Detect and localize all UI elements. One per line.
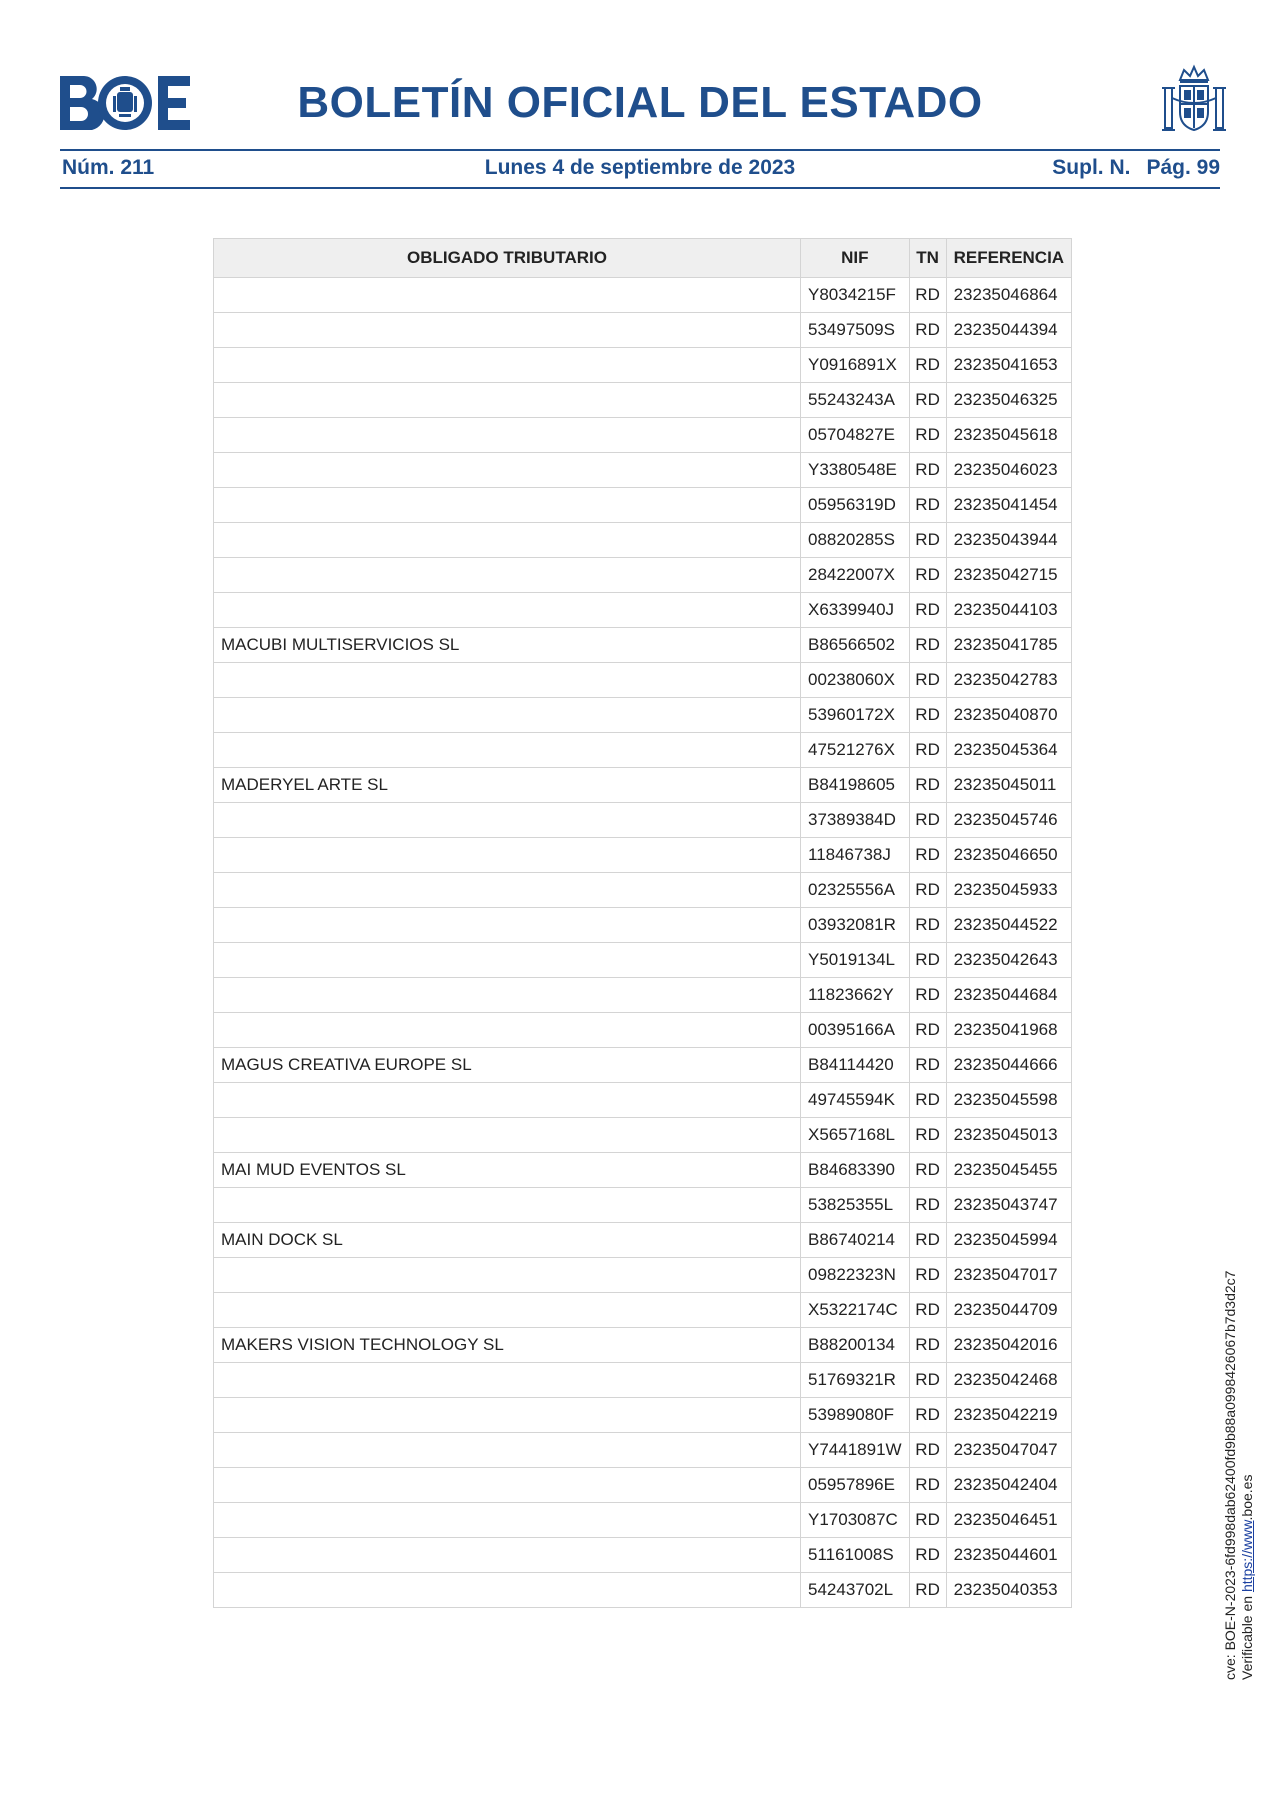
tn-cell: RD: [909, 1223, 946, 1258]
page-reference: [1052, 156, 1220, 180]
table-row: [214, 453, 1072, 488]
table-body: [214, 278, 1072, 1608]
tn-cell: RD: [909, 523, 946, 558]
nif-cell: B88200134: [801, 1328, 910, 1363]
table-row: [214, 418, 1072, 453]
table-row: [214, 1433, 1072, 1468]
taxpayer-cell: [214, 1398, 801, 1433]
reference-cell: 23235043747: [946, 1188, 1072, 1223]
reference-cell: 23235045011: [946, 768, 1072, 803]
reference-cell: 23235045455: [946, 1153, 1072, 1188]
table-header-row: [214, 239, 1072, 278]
table-row: [214, 383, 1072, 418]
table-row: [214, 1503, 1072, 1538]
reference-cell: 23235047017: [946, 1258, 1072, 1293]
tn-cell: RD: [909, 1328, 946, 1363]
taxpayer-cell: MAKERS VISION TECHNOLOGY SL: [214, 1328, 801, 1363]
taxpayer-cell: MAGUS CREATIVA EUROPE SL: [214, 1048, 801, 1083]
taxpayer-cell: [214, 663, 801, 698]
tn-cell: RD: [909, 1083, 946, 1118]
cve-code: cve: BOE-N-2023-6fd998dab62400fd9b88a0998426067b7d3d2c7: [1222, 1270, 1238, 1680]
reference-cell: 23235041968: [946, 1013, 1072, 1048]
table-row: [214, 1293, 1072, 1328]
verification-line: [1239, 1200, 1256, 1680]
taxpayer-cell: [214, 348, 801, 383]
taxpayer-cell: [214, 593, 801, 628]
verification-suffix: .boe.es: [1239, 1474, 1255, 1521]
taxpayer-cell: MACUBI MULTISERVICIOS SL: [214, 628, 801, 663]
table-row: [214, 1573, 1072, 1608]
nif-cell: 09822323N: [801, 1258, 910, 1293]
tn-cell: RD: [909, 908, 946, 943]
taxpayer-cell: [214, 698, 801, 733]
table-row: [214, 1468, 1072, 1503]
taxpayer-cell: [214, 558, 801, 593]
tn-cell: RD: [909, 663, 946, 698]
taxpayer-cell: [214, 278, 801, 313]
tn-cell: RD: [909, 768, 946, 803]
reference-cell: 23235042643: [946, 943, 1072, 978]
tn-cell: RD: [909, 1118, 946, 1153]
nif-cell: 05956319D: [801, 488, 910, 523]
taxpayer-cell: [214, 1573, 801, 1608]
taxpayer-cell: [214, 453, 801, 488]
table-row: [214, 593, 1072, 628]
reference-cell: 23235045013: [946, 1118, 1072, 1153]
table-row: [214, 1083, 1072, 1118]
issue-date: Lunes 4 de septiembre de 2023: [484, 156, 796, 179]
taxpayer-cell: [214, 1363, 801, 1398]
reference-cell: 23235044522: [946, 908, 1072, 943]
tn-cell: RD: [909, 698, 946, 733]
nif-cell: 11823662Y: [801, 978, 910, 1013]
nif-cell: 28422007X: [801, 558, 910, 593]
page-title: BOLETÍN OFICIAL DEL ESTADO: [297, 78, 983, 127]
reference-cell: 23235042404: [946, 1468, 1072, 1503]
taxpayer-cell: [214, 943, 801, 978]
table-row: [214, 908, 1072, 943]
nif-cell: 37389384D: [801, 803, 910, 838]
table-row: [214, 1223, 1072, 1258]
column-header-taxpayer: OBLIGADO TRIBUTARIO: [214, 239, 801, 278]
tn-cell: RD: [909, 1468, 946, 1503]
nif-cell: 53960172X: [801, 698, 910, 733]
reference-cell: 23235044666: [946, 1048, 1072, 1083]
column-header-reference: REFERENCIA: [946, 239, 1072, 278]
table-row: [214, 313, 1072, 348]
table-row: [214, 1188, 1072, 1223]
tn-cell: RD: [909, 488, 946, 523]
reference-cell: 23235042219: [946, 1398, 1072, 1433]
page-number: Pág. 99: [1146, 156, 1220, 179]
table-row: [214, 558, 1072, 593]
tn-cell: RD: [909, 873, 946, 908]
taxpayer-cell: [214, 1433, 801, 1468]
tn-cell: RD: [909, 978, 946, 1013]
nif-cell: 02325556A: [801, 873, 910, 908]
tn-cell: RD: [909, 313, 946, 348]
nif-cell: Y5019134L: [801, 943, 910, 978]
tn-cell: RD: [909, 1573, 946, 1608]
reference-cell: 23235045598: [946, 1083, 1072, 1118]
taxpayer-cell: [214, 838, 801, 873]
nif-cell: Y7441891W: [801, 1433, 910, 1468]
reference-cell: 23235042016: [946, 1328, 1072, 1363]
supplement-label: Supl. N.: [1052, 156, 1131, 179]
nif-cell: 00395166A: [801, 1013, 910, 1048]
taxpayer-cell: [214, 908, 801, 943]
tn-cell: RD: [909, 383, 946, 418]
reference-cell: 23235044684: [946, 978, 1072, 1013]
taxpayer-cell: [214, 523, 801, 558]
table-row: [214, 1363, 1072, 1398]
column-header-tn: TN: [909, 239, 946, 278]
taxpayer-cell: [214, 1293, 801, 1328]
taxpayer-cell: [214, 418, 801, 453]
table-row: [214, 733, 1072, 768]
tn-cell: RD: [909, 1153, 946, 1188]
reference-cell: 23235045933: [946, 873, 1072, 908]
taxpayer-cell: [214, 978, 801, 1013]
nif-cell: 00238060X: [801, 663, 910, 698]
tn-cell: RD: [909, 558, 946, 593]
table-row: [214, 873, 1072, 908]
tn-cell: RD: [909, 628, 946, 663]
reference-cell: 23235043944: [946, 523, 1072, 558]
tn-cell: RD: [909, 1503, 946, 1538]
taxpayer-cell: MAIN DOCK SL: [214, 1223, 801, 1258]
taxpayer-cell: [214, 803, 801, 838]
coat-of-arms-icon: [1160, 64, 1228, 138]
tn-cell: RD: [909, 453, 946, 488]
nif-cell: B86740214: [801, 1223, 910, 1258]
tn-cell: RD: [909, 348, 946, 383]
nif-cell: Y8034215F: [801, 278, 910, 313]
reference-cell: 23235041653: [946, 348, 1072, 383]
taxpayer-cell: [214, 1468, 801, 1503]
tn-cell: RD: [909, 1363, 946, 1398]
nif-cell: Y1703087C: [801, 1503, 910, 1538]
tn-cell: RD: [909, 1013, 946, 1048]
table-row: [214, 1013, 1072, 1048]
taxpayer-cell: [214, 1083, 801, 1118]
table-row: [214, 1398, 1072, 1433]
nif-cell: 03932081R: [801, 908, 910, 943]
table-row: [214, 1048, 1072, 1083]
reference-cell: 23235042715: [946, 558, 1072, 593]
nif-cell: Y0916891X: [801, 348, 910, 383]
tn-cell: RD: [909, 1538, 946, 1573]
taxpayer-cell: [214, 1013, 801, 1048]
nif-cell: 11846738J: [801, 838, 910, 873]
reference-cell: 23235044601: [946, 1538, 1072, 1573]
taxpayer-cell: [214, 313, 801, 348]
reference-cell: 23235041454: [946, 488, 1072, 523]
tn-cell: RD: [909, 943, 946, 978]
nif-cell: X5322174C: [801, 1293, 910, 1328]
taxpayer-cell: MAI MUD EVENTOS SL: [214, 1153, 801, 1188]
nif-cell: B84114420: [801, 1048, 910, 1083]
table-row: [214, 1118, 1072, 1153]
reference-cell: 23235046325: [946, 383, 1072, 418]
verification-sidebar: [1222, 1200, 1256, 1680]
table-row: [214, 523, 1072, 558]
table-row: [214, 698, 1072, 733]
nif-cell: 53825355L: [801, 1188, 910, 1223]
table-row: [214, 628, 1072, 663]
tn-cell: RD: [909, 733, 946, 768]
nif-cell: 55243243A: [801, 383, 910, 418]
tn-cell: RD: [909, 1258, 946, 1293]
nif-cell: 05704827E: [801, 418, 910, 453]
tn-cell: RD: [909, 418, 946, 453]
taxpayer-cell: [214, 1188, 801, 1223]
nif-cell: 51161008S: [801, 1538, 910, 1573]
taxpayer-cell: MADERYEL ARTE SL: [214, 768, 801, 803]
table-row: [214, 278, 1072, 313]
reference-cell: 23235047047: [946, 1433, 1072, 1468]
nif-cell: B84683390: [801, 1153, 910, 1188]
table-row: [214, 1153, 1072, 1188]
reference-cell: 23235041785: [946, 628, 1072, 663]
reference-cell: 23235042783: [946, 663, 1072, 698]
table-row: [214, 803, 1072, 838]
reference-cell: 23235044709: [946, 1293, 1072, 1328]
reference-cell: 23235045364: [946, 733, 1072, 768]
table-row: [214, 488, 1072, 523]
reference-cell: 23235045618: [946, 418, 1072, 453]
reference-cell: 23235040353: [946, 1573, 1072, 1608]
nif-cell: B84198605: [801, 768, 910, 803]
issue-number: Núm. 211: [62, 156, 155, 179]
nif-cell: 53497509S: [801, 313, 910, 348]
reference-cell: 23235046451: [946, 1503, 1072, 1538]
header-rule-bottom: [60, 187, 1220, 189]
table-row: [214, 348, 1072, 383]
table-row: [214, 1328, 1072, 1363]
taxpayer-cell: [214, 383, 801, 418]
nif-cell: X6339940J: [801, 593, 910, 628]
table-row: [214, 978, 1072, 1013]
reference-cell: 23235045746: [946, 803, 1072, 838]
nif-cell: 05957896E: [801, 1468, 910, 1503]
nif-cell: 53989080F: [801, 1398, 910, 1433]
tn-cell: RD: [909, 1048, 946, 1083]
table-row: [214, 838, 1072, 873]
header-rule-top: [60, 149, 1220, 151]
table-row: [214, 663, 1072, 698]
table-row: [214, 1538, 1072, 1573]
nif-cell: 51769321R: [801, 1363, 910, 1398]
taxpayer-cell: [214, 733, 801, 768]
taxpayer-table: [213, 238, 1072, 1608]
table-row: [214, 768, 1072, 803]
nif-cell: 49745594K: [801, 1083, 910, 1118]
nif-cell: X5657168L: [801, 1118, 910, 1153]
nif-cell: 54243702L: [801, 1573, 910, 1608]
taxpayer-cell: [214, 1538, 801, 1573]
nif-cell: 08820285S: [801, 523, 910, 558]
taxpayer-cell: [214, 488, 801, 523]
taxpayer-cell: [214, 1258, 801, 1293]
tn-cell: RD: [909, 803, 946, 838]
tn-cell: RD: [909, 278, 946, 313]
reference-cell: 23235044394: [946, 313, 1072, 348]
taxpayer-cell: [214, 1503, 801, 1538]
tn-cell: RD: [909, 1398, 946, 1433]
tn-cell: RD: [909, 593, 946, 628]
tn-cell: RD: [909, 1188, 946, 1223]
tn-cell: RD: [909, 1293, 946, 1328]
reference-cell: 23235046864: [946, 278, 1072, 313]
reference-cell: 23235046650: [946, 838, 1072, 873]
verification-prefix: Verificable en: [1239, 1592, 1255, 1680]
nif-cell: Y3380548E: [801, 453, 910, 488]
tn-cell: RD: [909, 1433, 946, 1468]
table-row: [214, 943, 1072, 978]
reference-cell: 23235046023: [946, 453, 1072, 488]
taxpayer-cell: [214, 1118, 801, 1153]
nif-cell: B86566502: [801, 628, 910, 663]
column-header-nif: NIF: [801, 239, 910, 278]
reference-cell: 23235040870: [946, 698, 1072, 733]
reference-cell: 23235042468: [946, 1363, 1072, 1398]
tn-cell: RD: [909, 838, 946, 873]
reference-cell: 23235044103: [946, 593, 1072, 628]
taxpayer-cell: [214, 873, 801, 908]
nif-cell: 47521276X: [801, 733, 910, 768]
reference-cell: 23235045994: [946, 1223, 1072, 1258]
verification-link[interactable]: https://www: [1239, 1520, 1255, 1593]
table-row: [214, 1258, 1072, 1293]
